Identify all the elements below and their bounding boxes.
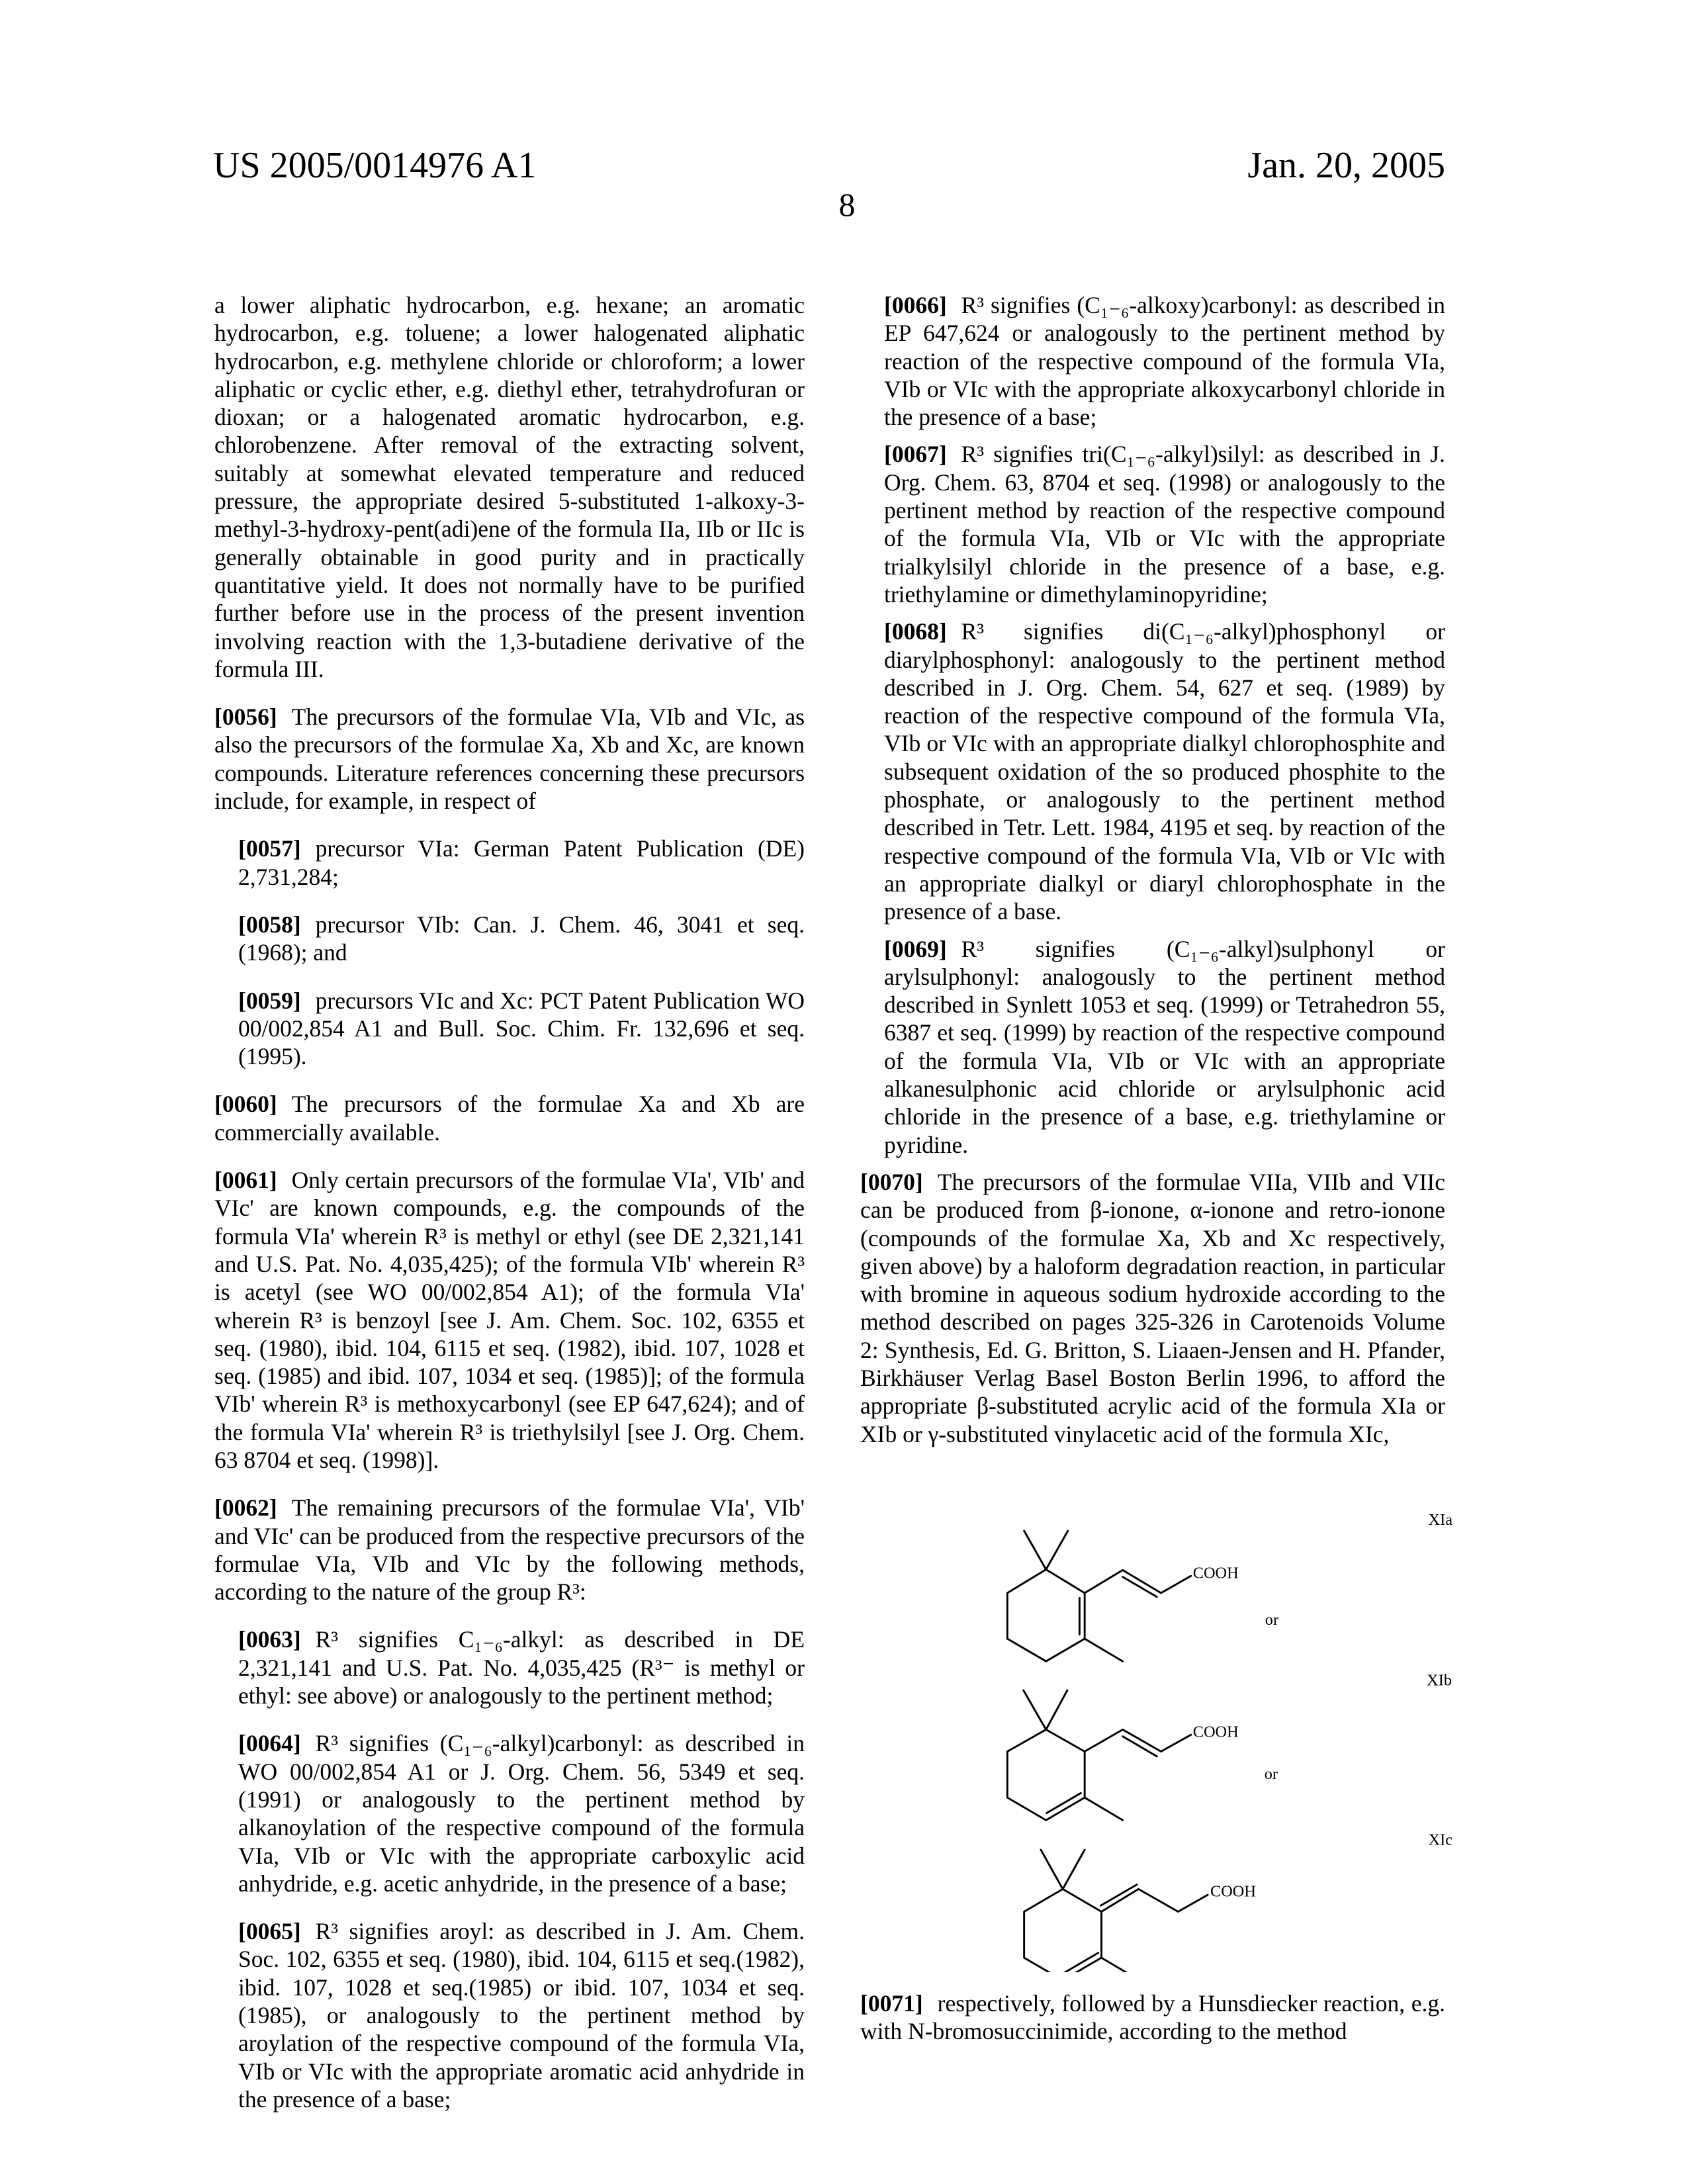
paragraph-text: precursor VIa: German Patent Publication (DE) 2,731,284; (238, 835, 805, 889)
paragraph-0066 (884, 291, 1445, 431)
paragraph-number: [0060] (214, 1091, 277, 1117)
paragraph-0062 (214, 1494, 805, 1606)
paragraph-number: [0065] (238, 1918, 301, 1944)
paragraph-number: [0071] (860, 1990, 923, 2017)
paragraph-text: a lower aliphatic hydrocarbon, e.g. hexane; an aromatic hydrocarbon, e.g. toluene; a lower halogenated aliphatic hydrocarbon, e.g. methylene chloride or chloroform; a lower aliphatic or cyclic ether, e.g. diethyl ether, tetrahydrofuran or dioxan; or a halogenated aromatic hydrocarbon, e.g. chlorobenzene. After removal of the extracting solvent, suitably at somewhat elevated temperature and reduced pressure, the appropriate desired 5-substituted 1-alkoxy-3-methyl-3-hydroxy-pent(adi)ene of the formula IIa, IIb or IIc is generally obtainable in good purity and in practically quantitative yield. It does not normally have to be purified further before use in the process of the present invention involving reaction with the 1,3-butadiene derivative of the formula III. (214, 292, 805, 682)
paragraph-0057 (238, 835, 805, 891)
paragraph-number: [0066] (884, 292, 947, 318)
paragraph-0061 (214, 1166, 805, 1474)
cooh-label-xib: COOH (1193, 1723, 1239, 1741)
or-connector-1: or (1265, 1611, 1278, 1629)
paragraph-text: R³ signifies (C₁₋₆-alkyl)carbonyl: as described in WO 00/002,854 A1 or J. Org. Chem. 56, 5349 et seq. (1991) or analogously to the pertinent method by alkanoylation of the respective compound of the formula VIa, VIb or VIc with the appropriate carboxylic acid anhydride, e.g. acetic anhydride, in the presence of a base; (238, 1730, 805, 1896)
structure-xib (1007, 1690, 1191, 1820)
paragraph-number: [0057] (238, 835, 301, 862)
paragraph-number: [0058] (238, 911, 301, 938)
paragraph-0056 (214, 703, 805, 815)
paragraph-text: The precursors of the formulae VIa, VIb and VIc, as also the precursors of the formulae Xa, Xb and Xc, are known compounds. Literature references concerning these precursors include, for example, in respect of (214, 704, 805, 814)
paragraph-0068 (884, 617, 1445, 925)
cooh-label-xic: COOH (1210, 1883, 1256, 1901)
page-number: 8 (0, 185, 1694, 224)
paragraph-number: [0069] (884, 936, 947, 962)
paragraph-number: [0067] (884, 441, 947, 467)
paragraph-text: R³ signifies C₁₋₆-alkyl: as described in DE 2,321,141 and U.S. Pat. No. 4,035,425 (R³⁻ is methyl or ethyl: see above) or analogously to the pertinent method; (238, 1626, 805, 1709)
paragraph-number: [0059] (238, 987, 301, 1014)
paragraph-continued (214, 291, 805, 683)
formula-label-xia: XIa (1429, 1511, 1453, 1529)
structure-xic (1024, 1850, 1208, 1972)
paragraph-0058 (238, 911, 805, 967)
paragraph-number: [0068] (884, 618, 947, 645)
paragraph-text: R³ signifies di(C₁₋₆-alkyl)phosphonyl or diarylphosphonyl: analogously to the pertinent method described in J. Org. Chem. 54, 627 et seq. (1989) by reaction of the respective compound of the formula VIa, VIb or VIc with an appropriate dialkyl chlorophosphite and subsequent oxidation of the so produced phosphite to the phosphate, or analogously to the pertinent method described in Tetr. Lett. 1984, 4195 et seq. by reaction of the respective compound of the formula VIa, VIb or VIc with an appropriate dialkyl or diaryl chlorophosphate in the presence of a base. (884, 618, 1445, 925)
paragraph-0060 (214, 1090, 805, 1146)
paragraph-number: [0061] (214, 1167, 277, 1193)
paragraph-text: R³ signifies aroyl: as described in J. Am. Chem. Soc. 102, 6355 et seq. (1980), ibid. 104, 6115 et seq.(1982), ibid. 107, 1028 et seq.(1985) or ibid. 107, 1034 et seq. (1985), or analogously to the pertinent method by aroylation of the respective compound of the formula VIa, VIb or VIc with the appropriate aromatic acid anhydride in the presence of a base; (238, 1918, 805, 2113)
paragraph-number: [0062] (214, 1494, 277, 1521)
paragraph-text: respectively, followed by a Hunsdiecker reaction, e.g. with N-bromosuccinimide, according to the method (860, 1990, 1445, 2044)
paragraph-number: [0064] (238, 1730, 301, 1756)
formula-label-xib: XIb (1427, 1672, 1452, 1690)
paragraph-number: [0056] (214, 704, 277, 730)
formula-label-xic: XIc (1429, 1831, 1453, 1849)
structure-xia (1007, 1531, 1191, 1661)
paragraph-text: Only certain precursors of the formulae VIa', VIb' and VIc' are known compounds, e.g. the compounds of the formula VIa' wherein R³ is methyl or ethyl (see DE 2,321,141 and U.S. Pat. No. 4,035,425); of the formula VIb' wherein R³ is acetyl (see WO 00/002,854 A1); of the formula VIa' wherein R³ is benzoyl [see J. Am. Chem. Soc. 102, 6355 et seq. (1980), ibid. 104, 6115 et seq. (1982), ibid. 107, 1028 et seq. (1985) and ibid. 107, 1034 et seq. (1985)]; of the formula VIb' wherein R³ is methoxycarbonyl (see EP 647,624); and of the formula VIa' wherein R³ is triethylsilyl [see J. Org. Chem. 63 8704 et seq. (1998)]. (214, 1167, 805, 1473)
publication-date: Jan. 20, 2005 (1247, 144, 1445, 187)
cooh-label-xia: COOH (1193, 1565, 1239, 1582)
paragraph-0059 (238, 987, 805, 1071)
paragraph-text: R³ signifies tri(C₁₋₆-alkyl)silyl: as described in J. Org. Chem. 63, 8704 et seq. (1998) or analogously to the pertinent method by reaction of the respective compound of the formula VIa, VIb or VIc with the appropriate trialkylsilyl chloride in the presence of a base, e.g. triethylamine or dimethylaminopyridine; (884, 441, 1445, 607)
paragraph-number: [0070] (860, 1169, 923, 1195)
or-connector-2: or (1265, 1765, 1278, 1783)
paragraph-text: precursor VIb: Can. J. Chem. 46, 3041 et seq. (1968); and (238, 911, 805, 966)
paragraph-number: [0063] (238, 1626, 301, 1653)
left-column (214, 291, 805, 2133)
paragraph-0067 (884, 440, 1445, 608)
paragraph-0065 (238, 1917, 805, 2113)
paragraph-text: R³ signifies (C₁₋₆-alkyl)sulphonyl or arylsulphonyl: analogously to the pertinent method described in Synlett 1053 et seq. (1999) or Tetrahedron 55, 6387 et seq. (1999) by reaction of the respective compound of the formula VIa, VIb or VIc with an appropriate alkanesulphonic acid chloride or arylsulphonic acid chloride in the presence of a base, e.g. triethylamine or pyridine. (884, 936, 1445, 1158)
paragraph-0069 (884, 935, 1445, 1159)
paragraph-0071 (860, 1989, 1445, 2046)
right-column (860, 291, 1445, 1468)
paragraph-0070 (860, 1168, 1445, 1448)
paragraph-0063 (238, 1625, 805, 1709)
paragraph-text: The precursors of the formulae VIIa, VIIb and VIIc can be produced from β-ionone, α-ionone and retro-ionone (compounds of the formulae Xa, Xb and Xc respectively, given above) by a haloform degradation reaction, in particular with bromine in aqueous sodium hydroxide according to the method described on pages 325-326 in Carotenoids Volume 2: Synthesis, Ed. G. Britton, S. Liaaen-Jensen and H. Pfander, Birkhäuser Verlag Basel Boston Berlin 1996, to afford the appropriate β-substituted acrylic acid of the formula XIa or XIb or γ-substituted vinylacetic acid of the formula XIc, (860, 1169, 1445, 1447)
paragraph-0064 (238, 1729, 805, 1897)
publication-number: US 2005/0014976 A1 (213, 144, 537, 187)
paragraph-text: The precursors of the formulae Xa and Xb are commercially available. (214, 1091, 805, 1145)
paragraph-text: R³ signifies (C₁₋₆-alkoxy)carbonyl: as described in EP 647,624 or analogously to the pertinent method by reaction of the respective compound of the formula VIa, VIb or VIc with the appropriate alkoxycarbonyl chloride in the presence of a base; (884, 292, 1445, 430)
paragraph-text: The remaining precursors of the formulae VIa', VIb' and VIc' can be produced from the respective precursors of the formulae VIa, VIb and VIc by the following methods, according to the nature of the group R³: (214, 1494, 805, 1605)
paragraph-text: precursors VIc and Xc: PCT Patent Publication WO 00/002,854 A1 and Bull. Soc. Chim. Fr. 132,696 et seq. (1995). (238, 987, 805, 1070)
chemical-structures (959, 1482, 1462, 1972)
